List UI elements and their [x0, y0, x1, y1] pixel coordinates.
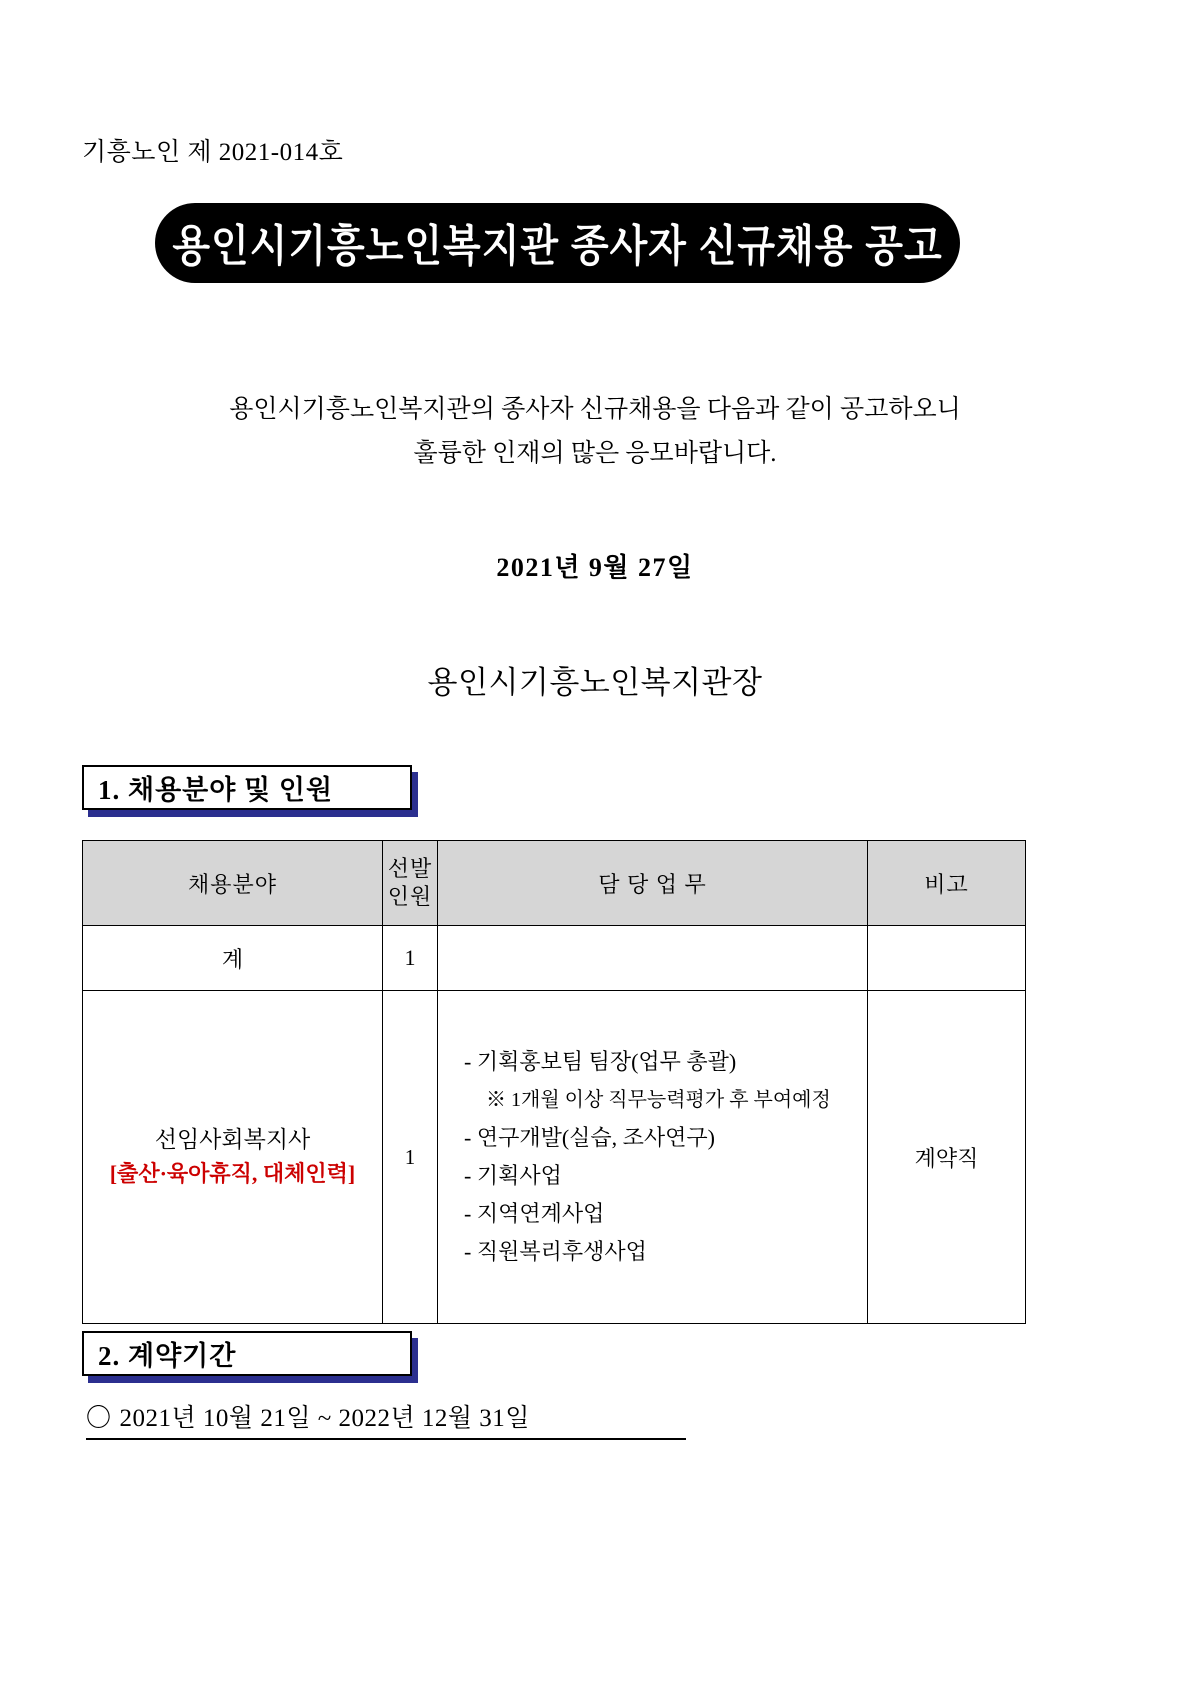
duty-item: - 기획홍보팀 팀장(업무 총괄)	[464, 1049, 737, 1074]
announcement-date: 2021년 9월 27일	[496, 553, 694, 582]
section-heading-box	[82, 1331, 412, 1376]
total-note	[868, 926, 1026, 991]
total-label: 계	[83, 926, 383, 991]
section-heading-label: 1. 채용분야 및 인원	[98, 775, 334, 805]
column-header-count-line1: 선발	[387, 856, 433, 881]
contract-period-text: 2021년 10월 21일 ~ 2022년 12월 31일	[119, 1405, 530, 1432]
section-heading-recruitment	[82, 765, 412, 810]
issuer-name: 용인시기흥노인복지관장	[427, 665, 763, 700]
column-header-count-line2: 인원	[387, 884, 433, 909]
duty-item: - 기획사업	[464, 1163, 562, 1188]
table-body	[83, 926, 1026, 1324]
field-name: 선임사회복지사	[154, 1127, 311, 1152]
recruitment-table	[82, 840, 1026, 1324]
table-header-row	[83, 841, 1026, 926]
contract-period-line	[86, 1398, 686, 1440]
note-cell: 계약직	[868, 991, 1026, 1324]
section-heading-contract	[82, 1331, 412, 1376]
column-header-note: 비고	[868, 841, 1026, 926]
intro-line-1: 용인시기흥노인복지관의 종사자 신규채용을 다음과 같이 공고하오니	[229, 396, 961, 423]
field-count: 1	[383, 991, 438, 1324]
table-row	[83, 991, 1026, 1324]
document-number: 기흥노인 제 2021-014호	[82, 139, 344, 166]
column-header-count	[383, 841, 438, 926]
table-row	[83, 926, 1026, 991]
column-header-field: 채용분야	[83, 841, 383, 926]
section-heading-label: 2. 계약기간	[98, 1341, 237, 1371]
duty-cell	[438, 991, 868, 1324]
column-header-duty: 담 당 업 무	[438, 841, 868, 926]
total-duty	[438, 926, 868, 991]
section-heading-box	[82, 765, 412, 810]
duty-item: - 연구개발(실습, 조사연구)	[464, 1125, 715, 1150]
duty-item: - 지역연계사업	[464, 1201, 605, 1226]
field-cell	[83, 991, 383, 1324]
total-count: 1	[383, 926, 438, 991]
page-title: 용인시기흥노인복지관 종사자 신규채용 공고	[172, 222, 943, 271]
title-banner	[155, 203, 960, 283]
bullet-icon: 〇	[86, 1405, 112, 1432]
intro-line-2: 훌륭한 인재의 많은 응모바랍니다.	[413, 440, 777, 467]
duty-note: ※ 1개월 이상 직무능력평가 후 부여예정	[486, 1089, 831, 1111]
field-subnote: [출산·육아휴직, 대체인력]	[109, 1161, 356, 1186]
intro-paragraph	[0, 388, 1190, 476]
table-header	[83, 841, 1026, 926]
duty-item: - 직원복리후생사업	[464, 1239, 647, 1264]
